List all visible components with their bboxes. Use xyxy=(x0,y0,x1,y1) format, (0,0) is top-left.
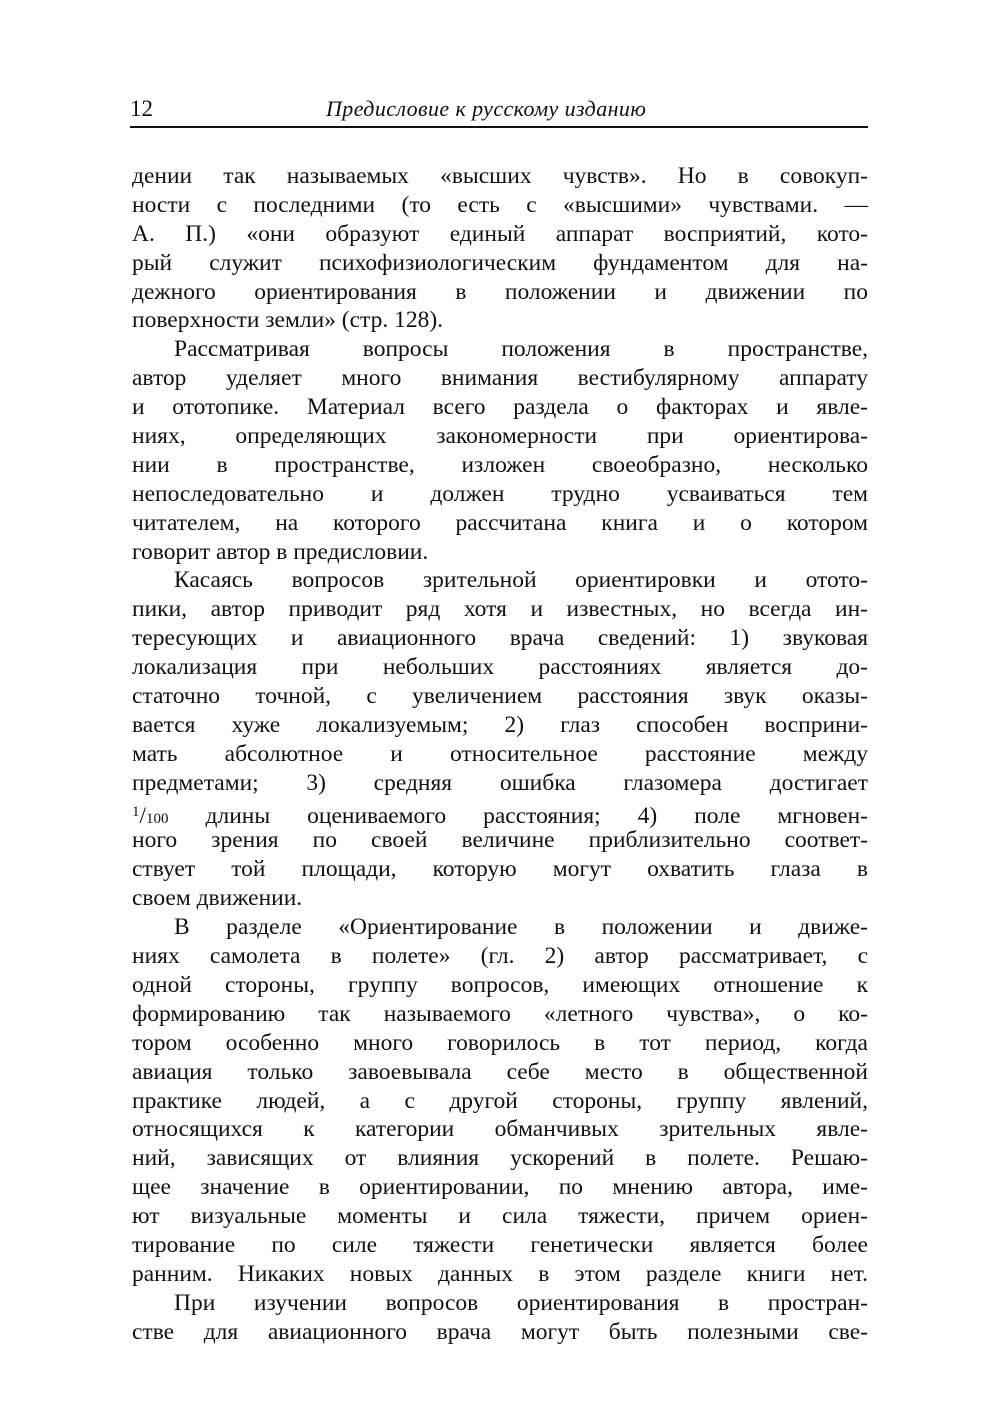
text-line: локализация при небольших расстояниях является до- xyxy=(132,654,868,681)
text-line: одной стороны, группу вопросов, имеющих отношение к xyxy=(132,971,868,998)
text-line: предметами; 3) средняя ошибка глазомера достигает xyxy=(132,769,868,796)
fraction-line xyxy=(132,798,868,827)
page-number: 12 xyxy=(130,96,153,121)
text-line: статочно точной, с увеличением расстояния звук оказы- xyxy=(132,683,868,710)
text-line: вается хуже локализуемым; 2) глаз способен восприни- xyxy=(132,711,868,738)
text-line: ного зрения по своей величине приблизительно соответ- xyxy=(132,827,868,854)
text-line: ниях самолета в полете» (гл. 2) автор рассматривает, с xyxy=(132,943,868,970)
text-line: своем движении. xyxy=(132,885,303,912)
fraction-slash: / xyxy=(139,802,147,829)
text-line: тересующих и авиационного врача сведений: 1) звуковая xyxy=(132,625,868,652)
text-line: читателем, на которого рассчитана книга и о котором xyxy=(132,509,868,536)
text-line: А. П.) «они образуют единый аппарат восприятий, кото- xyxy=(132,220,868,247)
text-line: авиация только завоевывала себе место в общественной xyxy=(132,1058,868,1085)
fraction-line-text: длины оцениваемого расстояния; 4) поле мгновен- xyxy=(205,802,868,829)
text-line: непоследовательно и должен трудно усваиваться тем xyxy=(132,480,868,507)
text-line: ности с последними (то есть с «высшими» чувствами. — xyxy=(132,191,868,218)
text-line: ют визуальные моменты и сила тяжести, причем ориен- xyxy=(132,1203,868,1230)
text-line: рый служит психофизиологическим фундаментом для на- xyxy=(132,249,868,276)
text-line: поверхности земли» (стр. 128). xyxy=(132,307,444,334)
text-line: тором особенно много говорилось в тот период, когда xyxy=(132,1029,868,1056)
text-line: пики, автор приводит ряд хотя и известных, но всегда ин- xyxy=(132,596,868,623)
running-title: Предисловие к русскому изданию xyxy=(326,96,647,121)
body-text xyxy=(132,162,868,1347)
text-line: говорит автор в предисловии. xyxy=(132,538,429,565)
paragraph-first-line: При изучении вопросов ориентирования в простран- xyxy=(174,1289,868,1316)
text-line: практике людей, а с другой стороны, группу явлений, xyxy=(132,1087,868,1114)
text-line: формированию так называемого «летного чувства», о ко- xyxy=(132,1000,868,1027)
text-line: дении так называемых «высших чувств». Но в совокуп- xyxy=(132,163,868,189)
text-line: относящихся к категории обманчивых зрительных явле- xyxy=(132,1116,868,1143)
text-line: ранним. Никаких новых данных в этом разделе книги нет. xyxy=(132,1260,868,1287)
fraction-numerator: 1 xyxy=(132,803,140,820)
text-line: ниях, определяющих закономерности при ориентирова- xyxy=(132,423,868,450)
text-line: автор уделяет много внимания вестибулярному аппарату xyxy=(132,365,868,392)
text-line: нии в пространстве, изложен своеобразно, несколько xyxy=(132,451,868,478)
paragraph-first-line: Рассматривая вопросы положения в пространстве, xyxy=(174,336,868,363)
fraction-denominator: 100 xyxy=(146,810,169,827)
paragraph-first-line: Касаясь вопросов зрительной ориентировки и отото- xyxy=(174,567,868,594)
paragraph-first-line: В разделе «Ориентирование в положении и движе- xyxy=(174,914,868,941)
text-line: щее значение в ориентировании, по мнению автора, име- xyxy=(132,1174,868,1201)
text-line: ний, зависящих от влияния ускорений в полете. Решаю- xyxy=(132,1145,868,1172)
text-line: и ототопике. Материал всего раздела о факторах и явле- xyxy=(132,394,868,421)
text-line: тирование по силе тяжести генетически является более xyxy=(132,1231,868,1258)
text-line: стве для авиационного врача могут быть полезными све- xyxy=(132,1318,868,1345)
text-line: дежного ориентирования в положении и движении по xyxy=(132,278,868,305)
text-line: ствует той площади, которую могут охватить глаза в xyxy=(132,856,868,883)
text-line: мать абсолютное и относительное расстояние между xyxy=(132,740,868,767)
page-header xyxy=(130,96,868,128)
